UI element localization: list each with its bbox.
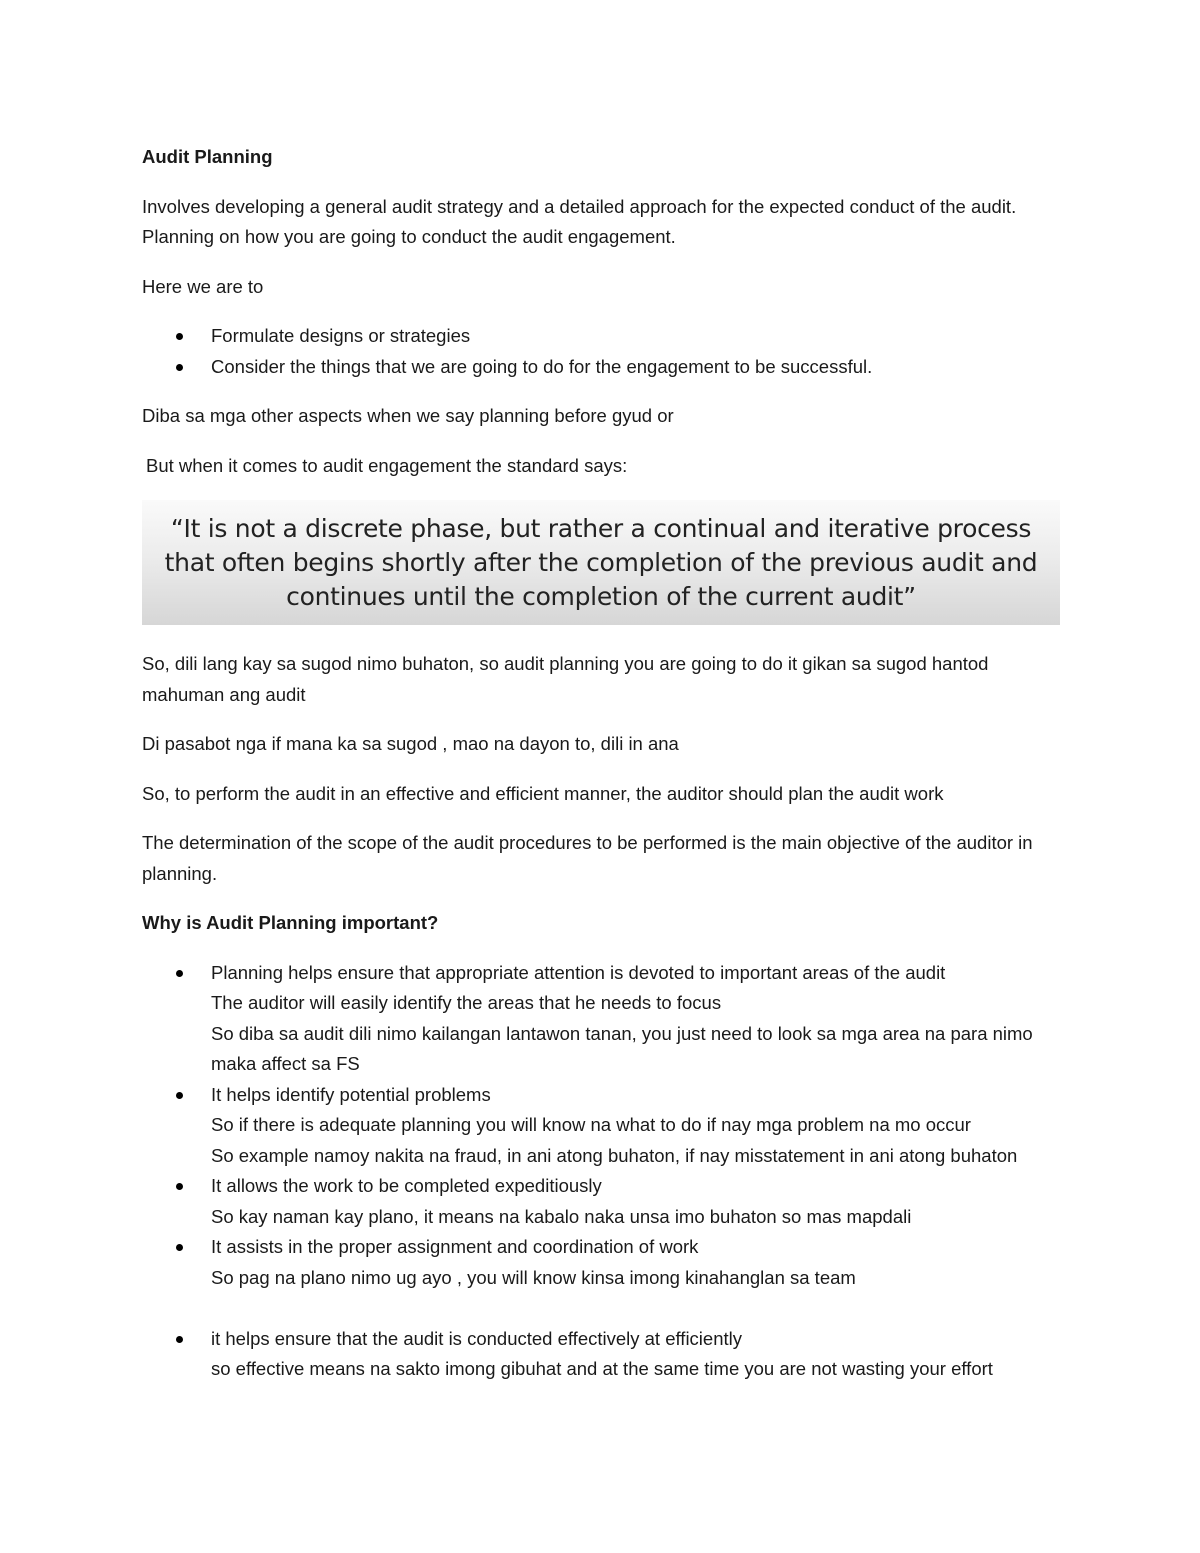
di-pasabot-paragraph: Di pasabot nga if mana ka sa sugod , mao na dayon to, dili in ana [142,733,679,754]
list-item [142,1080,1062,1172]
list-item-note: So example namoy nakita na fraud, in ani atong buhaton, if nay misstatement in ani atong buhaton [211,1144,1018,1166]
why-bullet-list [142,958,1062,1385]
list-item [142,321,1062,352]
list-item-note: So kay naman kay plano, it means na kabalo naka unsa imo buhaton so mas mapdali [211,1205,912,1227]
list-item-note: So diba sa audit dili nimo kailangan lantawon tanan, you just need to look sa mga area na para nimo maka affect sa FS [211,1022,1033,1074]
bullet-icon [176,1183,183,1190]
list-item-text: It helps identify potential problems [211,1083,491,1105]
list-item-note: The auditor will easily identify the areas that he needs to focus [211,992,722,1013]
determination-paragraph: The determination of the scope of the audit procedures to be performed is the main objective of the auditor in planning. [142,832,1033,884]
standard-quote-image [142,500,1060,625]
here-we-are-to-text: Here we are to [142,275,264,297]
list-item-text: It allows the work to be completed expeditiously [211,1175,602,1196]
standard-says-paragraph: But when it comes to audit engagement the standard says: [146,454,628,476]
list-item-note: so effective means na sakto imong gibuhat and at the same time you are not wasting your effort [211,1358,993,1379]
so-dili-paragraph: So, dili lang kay sa sugod nimo buhaton, so audit planning you are going to do it gikan sa sugod hantod mahuman ang audit [142,653,989,705]
list-item-text: Planning helps ensure that appropriate attention is devoted to important areas of the audit [211,961,946,983]
document-page [142,142,1062,1404]
list-item-text: It assists in the proper assignment and coordination of work [211,1236,699,1257]
perform-audit-paragraph: So, to perform the audit in an effective and efficient manner, the auditor should plan the audit work [142,782,944,804]
list-item [142,1171,1062,1232]
bullet-icon [176,970,183,977]
why-heading: Why is Audit Planning important? [142,912,439,933]
document-title: Audit Planning [142,146,273,167]
bullet-icon [176,364,183,371]
list-item-text: Consider the things that we are going to do for the engagement to be successful. [211,355,873,377]
bullet-icon [176,1092,183,1099]
list-item-text: Formulate designs or strategies [211,325,471,346]
intro-paragraph: Involves developing a general audit strategy and a detailed approach for the expected conduct of the audit. Planning on how you are going to conduct the audit engagement. [142,195,1017,247]
list-item [142,352,1062,383]
first-bullet-list [142,321,1062,382]
bullet-icon [176,1244,183,1251]
list-item [142,958,1062,1080]
bullet-icon [176,1336,183,1343]
list-item [142,1232,1062,1293]
list-item-note: So if there is adequate planning you will know na what to do if nay mga problem na mo occur [211,1114,971,1135]
list-item-text: it helps ensure that the audit is conducted effectively at efficiently [211,1327,742,1349]
list-item-note: So pag na plano nimo ug ayo , you will know kinsa imong kinahanglan sa team [211,1266,856,1288]
standard-quote-text: “It is not a discrete phase, but rather a continual and iterative process that often begins shortly after the completion of the previous audit and continues until the completion of the current audit” [164,513,1038,611]
diba-paragraph: Diba sa mga other aspects when we say planning before gyud or [142,405,674,426]
bullet-icon [176,333,183,340]
list-item [142,1324,1062,1385]
blank-line [142,1293,1062,1324]
